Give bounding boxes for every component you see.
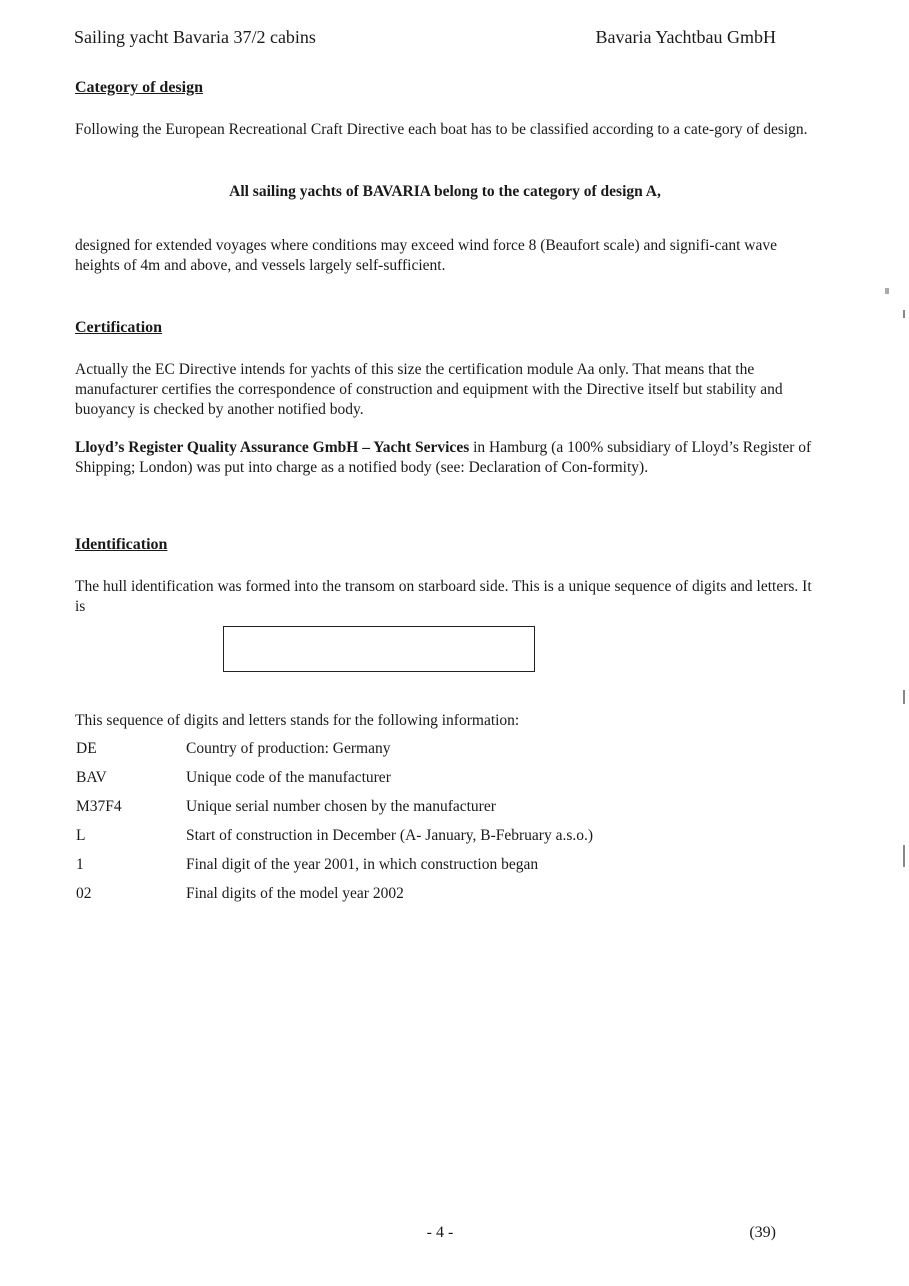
code-value: Unique serial number chosen by the manufacturer: [186, 798, 496, 815]
header-right: Bavaria Yachtbau GmbH: [595, 27, 776, 47]
code-key: DE: [76, 740, 97, 757]
category-heading: Category of design: [75, 79, 203, 96]
category-description: designed for extended voyages where conditions may exceed wind force 8 (Beaufort scale) and signifi-cant wave heights of 4m and above, and vessels largely self-sufficient.: [75, 237, 777, 274]
category-emphasis: All sailing yachts of BAVARIA belong to the category of design A,: [229, 183, 661, 200]
scan-mark: [885, 288, 889, 294]
category-paragraph: Following the European Recreational Craft Directive each boat has to be classified according to a cate-gory of design.: [75, 121, 808, 138]
sequence-intro: This sequence of digits and letters stands for the following information:: [75, 712, 520, 729]
notified-body-details: in Hamburg (a 100% subsidiary of Lloyd’s Register of Shipping; London) was put into charge as a notified body (see: Declaration of Con-formity).: [75, 439, 812, 476]
document-page-count: (39): [749, 1224, 776, 1241]
code-value: Final digit of the year 2001, in which construction began: [186, 856, 539, 873]
hull-identification-box: [223, 626, 535, 672]
code-value: Start of construction in December (A- January, B-February a.s.o.): [186, 827, 594, 844]
code-key: BAV: [76, 769, 107, 786]
code-list: [76, 739, 776, 913]
header-left: Sailing yacht Bavaria 37/2 cabins: [74, 27, 316, 47]
notified-body-paragraph: [75, 438, 815, 478]
list-item: [76, 884, 776, 913]
code-value: Unique code of the manufacturer: [186, 769, 391, 786]
list-item: [76, 855, 776, 884]
scan-mark: [903, 845, 905, 867]
list-item: [76, 768, 776, 797]
code-key: L: [76, 827, 86, 844]
list-item: [76, 739, 776, 768]
certification-heading: Certification: [75, 319, 163, 336]
code-key: 02: [76, 885, 92, 902]
list-item: [76, 797, 776, 826]
certification-paragraph: Actually the EC Directive intends for yachts of this size the certification module Aa only. That means that the manufacturer certifies the correspondence of construction and equipment with the Directive itself but stability and buoyancy is checked by another notified body.: [75, 361, 783, 418]
code-key: 1: [76, 856, 84, 873]
page-number: - 4 -: [426, 1224, 454, 1241]
scan-mark: [903, 690, 905, 704]
list-item: [76, 826, 776, 855]
code-value: Country of production: Germany: [186, 740, 391, 757]
code-key: M37F4: [76, 798, 122, 815]
notified-body-name: Lloyd’s Register Quality Assurance GmbH – Yacht Services: [75, 439, 470, 456]
scan-mark: [903, 310, 905, 318]
identification-heading: Identification: [75, 536, 168, 553]
code-value: Final digits of the model year 2002: [186, 885, 404, 902]
identification-paragraph: The hull identification was formed into the transom on starboard side. This is a unique sequence of digits and letters. It is: [75, 578, 812, 615]
